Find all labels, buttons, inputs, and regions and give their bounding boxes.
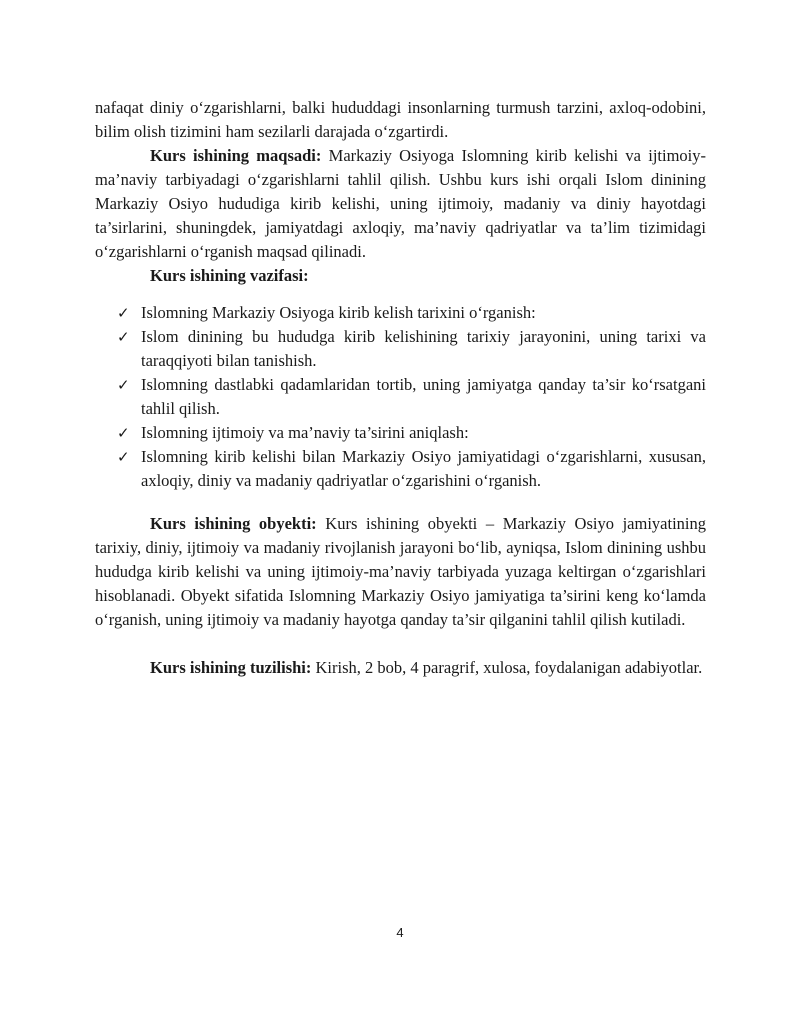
goal-label: Kurs ishining maqsadi: — [150, 146, 322, 165]
list-item-text: Islomning ijtimoiy va ma’naviy ta’sirini aniqlash: — [141, 423, 469, 442]
list-item — [95, 421, 706, 445]
list-item-text: Islom dinining bu hududga kirib kelishining tarixiy jarayonini, uning tarixi va taraqqiyoti bilan tanishish. — [141, 327, 706, 370]
list-item — [95, 373, 706, 421]
object-text: Kurs ishining obyekti – Markaziy Osiyo jamiyatining tarixiy, diniy, ijtimoiy va madaniy rivojlanish jarayoni bo‘lib, ayniqsa, Islom dinining ushbu hududga kirib kelishi va uning ijtimoiy-ma’naviy tarbiyada yuzaga keltirgan o‘zgarishlari hisoblanadi. Obyekt sifatida Islomning Markaziy Osiyo jamiyatiga ta’sirini keng ko‘lamda o‘rganish, uning ijtimoiy va madaniy hayotga qanday ta’sir qilganini tahlil qilish kutiladi. — [95, 514, 706, 629]
list-item-text: Islomning kirib kelishi bilan Markaziy Osiyo jamiyatidagi o‘zgarishlarni, xususan, axloqiy, diniy va madaniy qadriyatlar o‘zgarishini o‘rganish. — [141, 447, 706, 490]
checkmark-icon: ✓ — [117, 304, 130, 322]
goal-text: Markaziy Osiyoga Islomning kirib kelishi va ijtimoiy-ma’naviy tarbiyadagi o‘zgarishlarni tahlil qilish. Ushbu kurs ishi orqali Islom dinining Markaziy Osiyo hududiga kirib kelishi, uning ijtimoiy, madaniy va diniy hayotdagi ta’sirlarini, shuningdek, jamiyatdagi axloqiy, ma’naviy qadriyatlar va ta’lim tizimidagi o‘zgarishlarni o‘rganish maqsad qilinadi. — [95, 146, 707, 261]
list-item — [95, 301, 706, 325]
checkmark-icon: ✓ — [117, 376, 130, 394]
checkmark-icon: ✓ — [117, 328, 130, 346]
checkmark-icon: ✓ — [117, 448, 130, 466]
intro-paragraph: nafaqat diniy o‘zgarishlarni, balki hududdagi insonlarning turmush tarzini, axloq-odobini, bilim olish tizimini ham sezilarli darajada o‘zgartirdi. — [95, 98, 706, 141]
object-label: Kurs ishining obyekti: — [150, 514, 317, 533]
checkmark-icon: ✓ — [117, 424, 130, 442]
list-item-text: Islomning dastlabki qadamlaridan tortib, uning jamiyatga qanday ta’sir ko‘rsatgani tahlil qilish. — [141, 375, 706, 418]
structure-text: Kirish, 2 bob, 4 paragrif, xulosa, foydalanigan adabiyotlar. — [311, 658, 703, 677]
tasks-list — [95, 301, 706, 493]
list-item-text: Islomning Markaziy Osiyoga kirib kelish tarixini o‘rganish: — [141, 303, 536, 322]
tasks-heading: Kurs ishining vazifasi: — [150, 266, 309, 285]
page-number: 4 — [396, 925, 404, 940]
list-item — [95, 325, 706, 373]
goal-paragraph — [95, 144, 706, 264]
structure-paragraph — [95, 656, 706, 680]
list-item — [95, 445, 706, 493]
structure-label: Kurs ishining tuzilishi: — [150, 658, 312, 677]
object-paragraph — [95, 512, 706, 632]
